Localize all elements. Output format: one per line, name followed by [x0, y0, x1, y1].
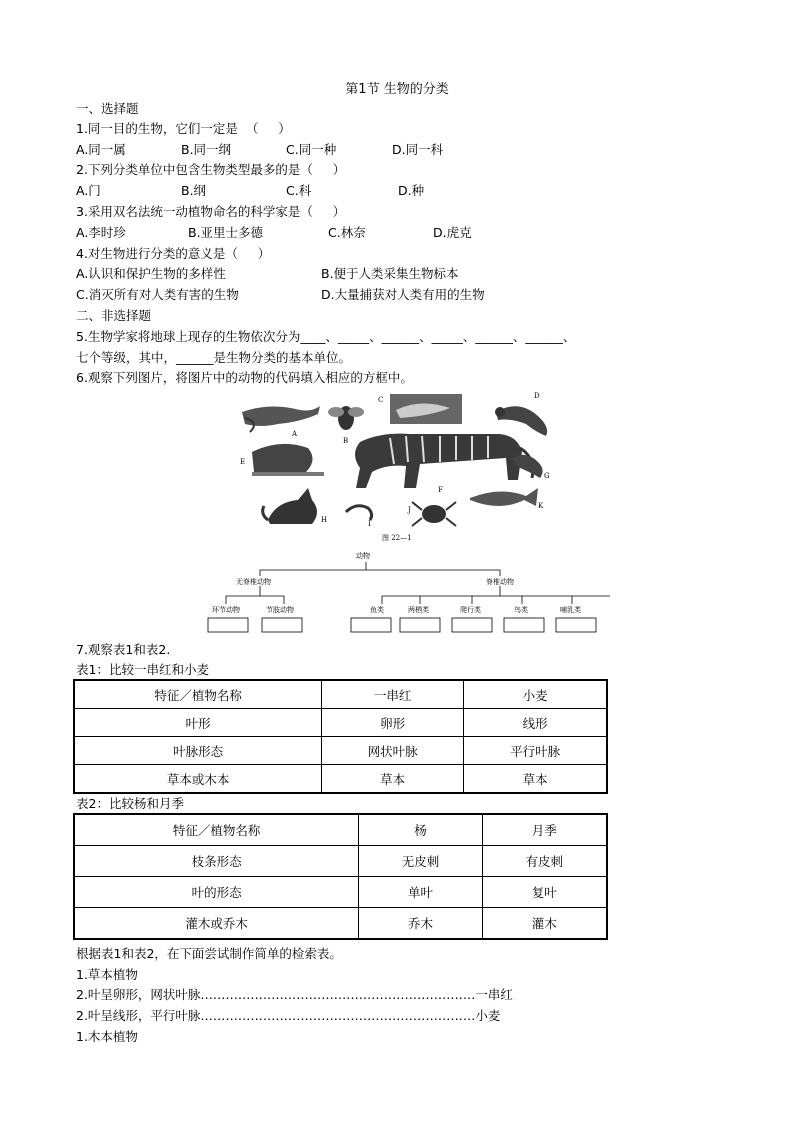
page-title: 第1节 生物的分类 [345, 82, 449, 97]
table-cell: 草本 [322, 765, 464, 794]
table-cell: 网状叶脉 [322, 737, 464, 765]
q4-option-b: B.便于人类采集生物标本 [321, 266, 459, 281]
answer-box-reptile[interactable] [452, 618, 492, 632]
figure-letter-h: H [321, 516, 328, 524]
animal-a-lizard-illustration [242, 406, 320, 432]
figure-letter-e: E [240, 458, 246, 466]
table-cell: 特征／植物名称 [74, 814, 359, 846]
q1-option-c: C.同一种 [286, 142, 337, 157]
table-cell: 特征／植物名称 [74, 680, 322, 709]
figure-letter-d: D [534, 392, 540, 400]
figure-caption: 图 22—1 [382, 534, 412, 542]
question-4-stem: 4.对生物进行分类的意义是（ ） [76, 246, 271, 261]
answer-box-mammal[interactable] [556, 618, 596, 632]
answer-box-bird[interactable] [504, 618, 544, 632]
animal-h-cat-illustration [263, 488, 317, 524]
table-cell: 杨 [359, 814, 482, 846]
table-cell: 线形 [464, 709, 607, 737]
animal-classification-figure [200, 388, 610, 638]
q3-option-a: A.李时珍 [76, 225, 126, 240]
question-5-line1: 5.生物学家将地球上现存的生物依次分为____、_____、______、_____、______、______、 [76, 329, 576, 344]
q3-option-c: C.林奈 [328, 225, 366, 240]
table-cell: 复叶 [482, 877, 607, 908]
q3-option-d: D.虎克 [433, 225, 472, 240]
answer-box-fish[interactable] [351, 618, 391, 632]
animal-c-illustration [390, 394, 462, 424]
q2-option-a: A.门 [76, 183, 101, 198]
table-row [74, 877, 607, 908]
key-line-2: 2.叶呈卵形，网状叶脉…………………………………………………………一串红 [76, 987, 513, 1002]
figure-letter-a: A [292, 430, 298, 438]
key-line-3: 2.叶呈线形，平行叶脉…………………………………………………………小麦 [76, 1008, 501, 1023]
table-row [74, 908, 607, 940]
figure-letter-i: I [368, 520, 371, 528]
tree-leaf-amphibian: 两栖类 [408, 606, 429, 614]
table-cell: 叶形 [74, 709, 322, 737]
q2-option-b: B.纲 [181, 183, 207, 198]
tree-invertebrate-label: 无脊椎动物 [236, 578, 271, 586]
table-cell: 灌木 [482, 908, 607, 940]
section-heading-choice: 一、选择题 [76, 101, 139, 116]
question-7-stem: 7.观察表1和表2. [76, 642, 171, 657]
animal-f-tiger-illustration [355, 434, 533, 488]
q1-option-a: A.同一属 [76, 142, 126, 157]
answer-box-arthropod[interactable] [262, 618, 302, 632]
tree-root-label: 动物 [356, 552, 370, 560]
tree-leaf-annelid: 环节动物 [212, 606, 240, 614]
question-5-line2: 七个等级，其中，______是生物分类的基本单位。 [76, 350, 352, 365]
animal-k-fish-illustration [470, 488, 538, 506]
table-cell: 平行叶脉 [464, 737, 607, 765]
tree-leaf-reptile: 爬行类 [460, 606, 481, 614]
animal-e-frog-illustration [252, 444, 324, 476]
tree-lines [226, 562, 610, 604]
q1-option-d: D.同一科 [392, 142, 444, 157]
table-cell: 月季 [482, 814, 607, 846]
q1-option-b: B.同一纲 [181, 142, 232, 157]
table-cell: 灌木或乔木 [74, 908, 359, 940]
table1-comparison [73, 679, 608, 794]
figure-letter-c: C [378, 396, 384, 404]
table1-caption: 表1：比较一串红和小麦 [76, 662, 209, 677]
figure-letter-j: J [408, 506, 411, 514]
table-cell: 卵形 [322, 709, 464, 737]
figure-letter-k: K [538, 502, 544, 510]
q4-option-d: D.大量捕获对人类有用的生物 [321, 287, 485, 302]
table-cell: 乔木 [359, 908, 482, 940]
tree-leaf-fish: 鱼类 [370, 606, 384, 614]
answer-box-amphibian[interactable] [400, 618, 440, 632]
table-row [74, 709, 607, 737]
q4-option-c: C.消灭所有对人类有害的生物 [76, 287, 239, 302]
question-3-stem: 3.采用双名法统一动植物命名的科学家是（ ） [76, 204, 346, 219]
figure-letter-b: B [343, 437, 349, 445]
table-cell: 有皮刺 [482, 846, 607, 877]
q2-option-d: D.种 [398, 183, 425, 198]
section-heading-nonchoice: 二、非选择题 [76, 308, 152, 323]
q2-option-c: C.科 [286, 183, 312, 198]
question-1-stem: 1.同一目的生物，它们一定是 （ ） [76, 121, 291, 136]
table-row [74, 846, 607, 877]
q4-option-a: A.认识和保护生物的多样性 [76, 266, 226, 281]
table-cell: 叶的形态 [74, 877, 359, 908]
table-cell: 无皮刺 [359, 846, 482, 877]
question-2-stem: 2.下列分类单位中包含生物类型最多的是（ ） [76, 162, 346, 177]
table2-comparison [73, 813, 608, 940]
animal-d-salamander-illustration [495, 406, 547, 436]
figure-letter-g: G [544, 472, 550, 480]
table-cell: 小麦 [464, 680, 607, 709]
table2-caption: 表2：比较杨和月季 [76, 796, 184, 811]
tree-leaf-mammal: 哺乳类 [560, 606, 581, 614]
table-row [74, 765, 607, 794]
figure-letter-f: F [438, 486, 443, 494]
table-cell: 枝条形态 [74, 846, 359, 877]
answer-boxes [208, 618, 596, 632]
animal-b-fly-illustration [328, 406, 364, 430]
table-cell: 一串红 [322, 680, 464, 709]
table-cell: 草本 [464, 765, 607, 794]
answer-box-annelid[interactable] [208, 618, 248, 632]
table-row [74, 737, 607, 765]
table-cell: 叶脉形态 [74, 737, 322, 765]
animal-j-crab-illustration [412, 502, 456, 526]
tree-leaf-arthropod: 节肢动物 [266, 606, 294, 614]
animal-i-earthworm-illustration [346, 506, 372, 520]
key-line-4: 1.木本植物 [76, 1029, 138, 1044]
key-line-1: 1.草本植物 [76, 967, 138, 982]
table-row [74, 814, 607, 846]
question-6-stem: 6.观察下列图片，将图片中的动物的代码填入相应的方框中。 [76, 370, 413, 385]
table-row [74, 680, 607, 709]
q3-option-b: B.亚里士多德 [188, 225, 264, 240]
table-cell: 草本或木本 [74, 765, 322, 794]
tree-leaf-bird: 鸟类 [514, 606, 528, 614]
table-cell: 单叶 [359, 877, 482, 908]
key-intro: 根据表1和表2，在下面尝试制作简单的检索表。 [76, 946, 342, 961]
tree-vertebrate-label: 脊椎动物 [486, 578, 514, 586]
